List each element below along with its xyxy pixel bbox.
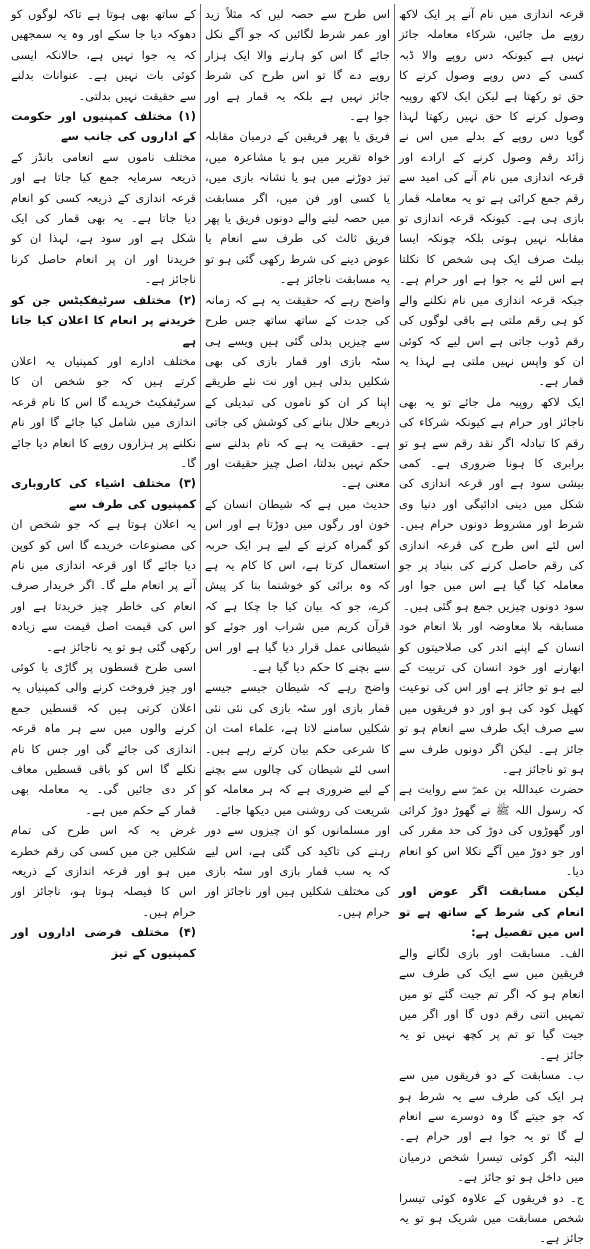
paragraph: قرعہ اندازی میں نام آنے پر ایک لاکھ روپے مل جائیں، شرکاء معاملہ جائز نہیں ہے کیونکہ دس روپے والا ڈبہ کسی کے دس روپے وصول کرنے کا حق تو رکھتا ہے لیکن ایک لاکھ روپیہ وصول کرنے کا حق نہیں رکھتا لہذا گویا دس روپے کے بدلے میں اس نے زائد رقم وصول کرنے کے ارادے اور قرعہ اندازی میں نام آنے کی امید سے رقم جمع کرائی ہے تو یہ معاملہ قمار بازی ہی ہے۔ کیونکہ قرعہ اندازی تو مقابلہ نہیں ہوتی بلکہ چونکہ ایسا بیلٹ صرف ایک ہی شخص کا نکلتا ہے اس لئے یہ جوا ہے اور حرام ہے۔ جبکہ قرعہ اندازی میں نام نکلنے والے کو ہی رقم ملتی ہے باقی لوگوں کی رقم ڈوب جاتی ہے اس لیے کہ کوئی ان کو واپس نہیں ملتی ہے لہذا یہ قمار ہے۔ (399, 7, 584, 389)
paragraph: حضرت عبداللہ بن عمرؓ سے روایت ہے کہ رسول اللہ ﷺ نے گھوڑ دوڑ کرائی اور گھوڑوں کی دوڑ کی حد مقرر کی اور جو دوڑ میں آگے نکلا اس کو انعام دیا۔ (399, 782, 584, 879)
paragraph: مختلف ادارے اور کمپنیاں یہ اعلان کرتے ہیں کہ جو شخص ان کا سرٹیفکیٹ خریدے گا اس کا نام قرعہ اندازی میں شامل کیا جائے گا اور نام نکلنے پر ہزاروں روپے کا انعام دیا جائے گا۔ (11, 353, 196, 470)
paragraph: اس طرح سے حصہ لیں کہ مثلاً زید اور عمر شرط لگائیں کہ جو آگے نکل جائے گا اس کو ہارنے والا ایک ہزار روپے دے گا تو اس طرح کی شرط جائز نہیں ہے بلکہ یہ قمار ہے اور جوا ہے۔ (205, 7, 390, 124)
column-right (395, 4, 588, 1246)
section-heading: (۱) مختلف کمپنیوں اور حکومت کے اداروں کی جانب سے (11, 109, 196, 144)
paragraph: کے ساتھ بھی ہوتا ہے تاکہ لوگوں کو دھوکہ دیا جا سکے اور وہ یہ سمجھیں کہ یہ جوا نہیں ہے، حالانکہ ایسی کوئی بات نہیں ہے۔ عنوانات بدلنے سے حقیقت نہیں بدلتی۔ (11, 7, 196, 103)
column-left (7, 4, 200, 960)
paragraph: حدیث میں ہے کہ شیطان انسان کے خون اور رگوں میں دوڑتا ہے اور اس کو گمراہ کرنے کے لیے ہر ایک حربہ استعمال کرتا ہے، اس کا کام یہ ہے کہ وہ برائی کو خوشنما بنا کر پیش کرے، جو کہ بیان کیا جا چکا ہے کہ قرآن کریم میں شراب اور جوئے کو شیطانی عمل قرار دیا گیا ہے اور اس سے بچنے کا حکم دیا گیا ہے۔ (205, 496, 390, 674)
section-heading: (۴) مختلف فرضی اداروں اور کمپنیوں کے تیز (11, 925, 196, 960)
column-middle (201, 4, 394, 919)
paragraph: غرض یہ کہ اس طرح کی تمام شکلیں جن میں کسی کی رقم خطرے میں ہو اور قرعہ اندازی کے ذریعہ اس کا فیصلہ ہوتا ہو، ناجائز اور حرام ہیں۔ (11, 823, 196, 919)
section-heading: (۳) مختلف اشیاء کی کاروباری کمپنیوں کی طرف سے (11, 476, 196, 511)
list-item: ب۔ مسابقت کے دو فریقوں میں سے ہر ایک کی طرف سے یہ شرط ہو کہ جو جیتے گا وہ دوسرے سے انعام لے گا تو یہ جوا ہے اور حرام ہے۔ البتہ اگر کوئی تیسرا شخص درمیان میں داخل ہو تو جائز ہے۔ (399, 1068, 584, 1185)
list-item: الف۔ مسابقت اور بازی لگانے والے فریقین میں سے ایک کی طرف سے انعام ہو کہ اگر تم جیت گئے تو میں تمہیں اتنی رقم دوں گا اور اگر میں جیت گیا تو تم پر کچھ نہیں تو یہ جائز ہے۔ (399, 945, 584, 1062)
paragraph: یہ اعلان ہوتا ہے کہ جو شخص ان کی مصنوعات خریدے گا اس کو کوپن دیا جائے گا اور قرعہ اندازی میں نام آنے پر انعام ملے گا۔ اگر خریدار صرف انعام کی خاطر چیز خریدتا ہے اور اس کی قیمت اصل قیمت سے زیادہ رکھی گئی ہو تو یہ ناجائز ہے۔ (11, 517, 196, 654)
section-heading: (۲) مختلف سرٹیفکیٹس جن کو خریدنے پر انعام کا اعلان کیا جاتا ہے (11, 292, 196, 348)
paragraph: مسابقہ بلا معاوضہ اور بلا انعام خود انسان کے اپنے اندر کی صلاحیتوں کو ابھارنے اور خود انسان کی تربیت کے لیے ہو تو جائز ہے اور اس کی نوعیت کھیل کود کی ہو اور دو فریقوں میں سے صرف ایک طرف سے انعام ہو تو جائز ہے۔ لیکن اگر دونوں طرف سے ہو تو ناجائز ہے۔ (399, 619, 584, 777)
paragraph: اسی طرح قسطوں پر گاڑی یا کوئی اور چیز فروخت کرنے والی کمپنیاں یہ اعلان کرتی ہیں کہ قسطیں جمع کرنے والوں میں سے ہر ماہ قرعہ اندازی کی جائے گی اور جس کا نام نکلے گا اس کو باقی قسطیں معاف کر دی جائیں گی۔ یہ معاملہ بھی قمار کے حکم میں ہے۔ (11, 660, 196, 817)
paragraph: واضح رہے کہ حقیقت یہ ہے کہ زمانہ کی جدت کے ساتھ ساتھ جس طرح سے چیزیں بدلی گئی ہیں ویسے ہی سٹہ بازی اور قمار بازی کی بھی شکلیں بدلی ہیں اور نت نئے طریقے اپنا کر ان کو ناموں کی تبدیلی کے ذریعے حلال بنانے کی کوشش کی جاتی ہے۔ حقیقت یہ ہے کہ نام بدلنے سے حکم نہیں بدلتا، اصل چیز حقیقت اور معنی ہے۔ (205, 292, 390, 491)
section-heading: لیکن مسابقت اگر عوض اور انعام کی شرط کے ساتھ ہے تو اس میں تفصیل ہے: (399, 884, 584, 940)
paragraph: اور مسلمانوں کو ان چیزوں سے دور رہنے کی تاکید کی گئی ہے، اس لیے کہ یہ سب قمار بازی اور سٹہ بازی کی مختلف شکلیں ہیں اور ناجائز اور حرام ہیں۔ (205, 823, 390, 919)
paragraph: مختلف ناموں سے انعامی بانڈز کے ذریعہ سرمایہ جمع کیا جاتا ہے اور قرعہ اندازی کے ذریعہ کسی کو انعام دیا جاتا ہے۔ یہ بھی قمار کی ایک شکل ہے اور سود ہے، لہذا ان کو خریدنا اور ان پر انعام حاصل کرنا ناجائز ہے۔ (11, 149, 196, 287)
list-item: ج۔ دو فریقوں کے علاوہ کوئی تیسرا شخص مسابقت میں شریک ہو تو یہ جائز ہے۔ (399, 1190, 584, 1246)
paragraph: فریق یا پھر فریقین کے درمیان مقابلہ خواہ تقریر میں ہو یا مشاعرہ میں، تیز دوڑنے میں ہو یا نشانہ بازی میں، یا کسی اور فن میں، اگر مسابقت میں حصہ لینے والے دونوں فریق یا پھر فریق ثالث کی طرف سے انعام یا عوض دینے کی شرط رکھی گئی ہو تو یہ مسابقت ناجائز ہے۔ (205, 129, 390, 287)
paragraph: ایک لاکھ روپیہ مل جائے تو یہ بھی ناجائز اور حرام ہے کیونکہ شرکاء کی رقم کا تبادلہ اگر نقد رقم سے ہو تو برابری کا ہونا ضروری ہے۔ کمی بیشی سود ہے اور قرعہ اندازی کی شکل میں دینی ادائیگی اور دنیا وی شرط اور مشروط دونوں حرام ہیں۔ اس لئے اس طرح کی قرعہ اندازی کی رقم حاصل کرنے کی بنیاد پر جو معاملہ کیا گیا ہے اس میں جوا اور سود دونوں چیزیں جمع ہو گئی ہیں۔ (399, 394, 584, 613)
paragraph: واضح رہے کہ شیطان جیسے جیسے قمار بازی اور سٹہ بازی کی نئی نئی شکلیں سامنے لاتا ہے، علماء امت ان کا شرعی حکم بیان کرتے رہے ہیں۔ اسی لئے شیطان کی چالوں سے بچنے کے لیے ضروری ہے کہ ہر معاملہ کو شریعت کی روشنی میں دیکھا جائے۔ (205, 680, 390, 817)
